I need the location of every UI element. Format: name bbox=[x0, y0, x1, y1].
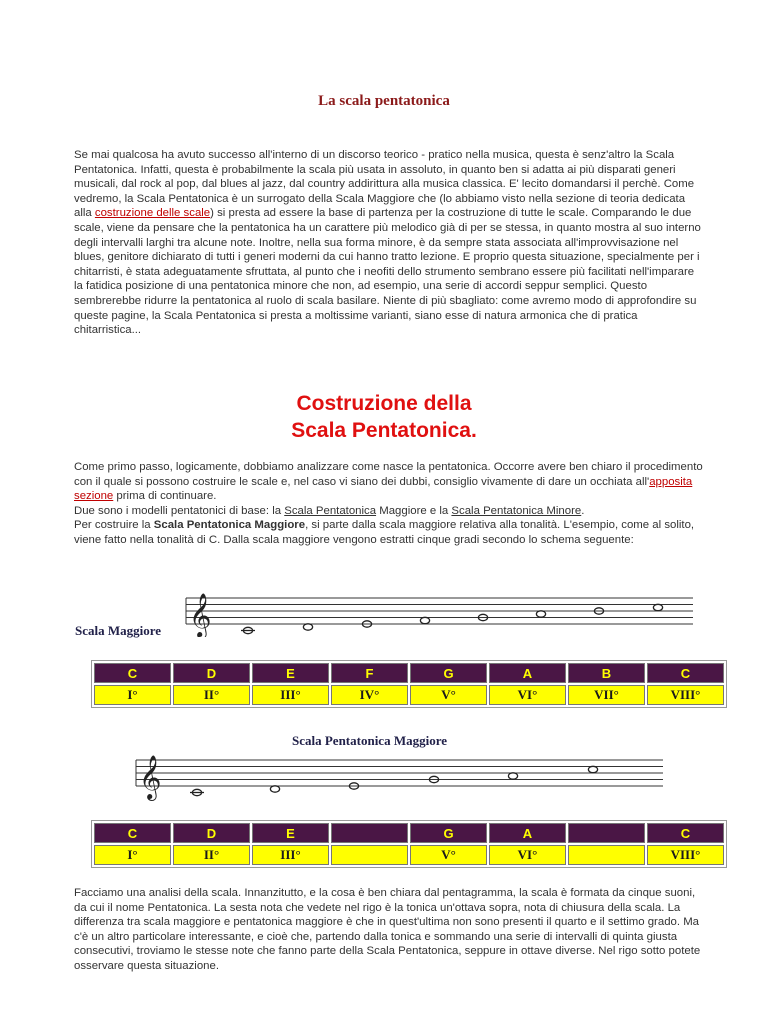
note-cell: G bbox=[410, 823, 487, 843]
pentatonic-scale-staff bbox=[130, 751, 670, 803]
degree-cell: I° bbox=[94, 845, 171, 865]
degree-cell: II° bbox=[173, 845, 250, 865]
note-cell: C bbox=[647, 823, 724, 843]
construction-p3 bbox=[74, 518, 704, 547]
degree-row bbox=[94, 845, 724, 865]
whole-note bbox=[653, 604, 662, 610]
major-scale-table bbox=[91, 660, 727, 708]
note-cell: B bbox=[568, 663, 645, 683]
note-cell: F bbox=[331, 663, 408, 683]
degree-cell: II° bbox=[173, 685, 250, 705]
link-costruzione-scale[interactable]: costruzione delle scale bbox=[94, 207, 211, 220]
degree-cell bbox=[331, 845, 408, 865]
link-scala-pentatonica[interactable]: Scala Pentatonica bbox=[284, 504, 377, 517]
construction-p1-text-a: Come primo passo, logicamente, dobbiamo analizzare come nasce la pentatonica. Occorre avere ben chiaro il procedimento con il quale si possono costruire le scale e, nel caso vi siano dei dubbi, consiglio vivamente di dare un occhiata all' bbox=[74, 461, 703, 488]
degree-cell: V° bbox=[410, 845, 487, 865]
note-row bbox=[94, 663, 724, 683]
construction-p3-text-b: , si parte dalla scala maggiore relativa alla tonalità. L'esempio, come al solito, viene fatto nella tonalità di C. Dalla scala maggiore vengono estratti cinque gradi secondo lo schema seguente: bbox=[74, 519, 695, 546]
section-heading bbox=[0, 390, 768, 444]
construction-p1-text-b: prima di continuare. bbox=[113, 490, 217, 503]
major-scale-staff bbox=[180, 585, 700, 637]
note-cell: E bbox=[252, 663, 329, 683]
whole-note bbox=[508, 773, 517, 779]
intro-paragraph bbox=[74, 148, 704, 338]
whole-note bbox=[270, 786, 279, 792]
page-title: La scala pentatonica bbox=[318, 93, 450, 109]
note-cell: D bbox=[173, 823, 250, 843]
note-cell: C bbox=[94, 823, 171, 843]
treble-clef-icon: 𝄞 bbox=[139, 755, 162, 799]
note-cell: D bbox=[173, 663, 250, 683]
note-cell: C bbox=[647, 663, 724, 683]
note-cell bbox=[568, 823, 645, 843]
degree-cell: III° bbox=[252, 685, 329, 705]
link-scala-pentatonica-minore[interactable]: Scala Pentatonica Minore bbox=[451, 504, 582, 517]
note-cell bbox=[331, 823, 408, 843]
degree-cell: VI° bbox=[489, 685, 566, 705]
degree-cell: III° bbox=[252, 845, 329, 865]
degree-cell: V° bbox=[410, 685, 487, 705]
construction-p2-text-a: Due sono i modelli pentatonici di base: la bbox=[74, 504, 285, 517]
intro-text-1: Se mai qualcosa ha avuto successo all'interno di un discorso teorico - pratico nella musica, questa è senz'altro la Scala Pentatonica. Infatti, questa è probabilmente la scala più usata in assoluto, in quanto ben si adatta ai più disparati generi musicali, dal rock al pop, dal blues al jazz, dal country addirittura alla musica classica. E' lecito domandarsi il perchè. Come vedremo, la Scala Pentatonica è un surrogato della Scala Maggiore che (lo abbiamo visto nella sezione di teoria dedicata alla bbox=[74, 149, 695, 220]
section-heading-line1: Costruzione della bbox=[296, 392, 472, 415]
whole-note bbox=[588, 766, 597, 772]
degree-cell bbox=[568, 845, 645, 865]
analysis-paragraph: Facciamo una analisi della scala. Innanzitutto, e la cosa è ben chiara dal pentagramma, la scala è formata da cinque suoni, da cui il nome Pentatonica. La sesta nota che vedete nel rigo è la tonica un'ottava sopra, nota di chiusura della scala. La differenza tra scala maggiore e pentatonica maggiore è che in quest'ultima non sono presenti il quarto e il settimo grado. Ma c'è un altro particolare interessante, e cioè che, partendo dalla tonica e sommando una serie di intervalli di quinta giusta consecutivi, troviamo le stesse note che fanno parte della Scala Pentatonica, seppure in ottave diverse. Nel rigo sotto potete osservare questa situazione. bbox=[74, 887, 701, 972]
construction-p2-text-c: . bbox=[581, 504, 585, 517]
note-cell: A bbox=[489, 663, 566, 683]
degree-cell: VIII° bbox=[647, 845, 724, 865]
note-cell: A bbox=[489, 823, 566, 843]
construction-p1 bbox=[74, 460, 704, 504]
whole-note bbox=[536, 611, 545, 617]
degree-row bbox=[94, 685, 724, 705]
note-cell: E bbox=[252, 823, 329, 843]
degree-cell: I° bbox=[94, 685, 171, 705]
construction-p3-text-a: Per costruire la bbox=[74, 519, 154, 532]
construction-paragraph bbox=[74, 460, 704, 548]
treble-clef-icon: 𝄞 bbox=[189, 593, 212, 637]
construction-p2-text-b: Maggiore e la bbox=[376, 504, 452, 517]
degree-cell: VIII° bbox=[647, 685, 724, 705]
major-scale-label: Scala Maggiore bbox=[75, 623, 162, 638]
link-apposita-sezione[interactable]: apposita sezione bbox=[74, 475, 693, 503]
intro-text-2: ) si presta ad essere la base di partenza per la costruzione di tutte le scale. Comparando le due scale, viene da pensare che la pentatonica ha un carattere più melodico già di per se stessa, in quanto mostra al suo interno degli intervalli larghi tra alcune note. Inoltre, nella sua forma minore, è da sempre stata associata all'improvvisazione nel blues, genitore dichiarato di tutti i generi moderni da cui hanno tratto lezione. E proprio questa situazione, specialmente per i chitarristi, è stata adeguatamente sfruttata, al punto che i neofiti dello strumento sembrano essere più facilitati nell'imparare la fatidica posizione di una pentatonica minore che non, ad esempio, una serie di accordi seppur semplici. Questo sembrerebbe ridurre la pentatonica al ruolo di scala basilare. Niente di più sbagliato: come avremo modo di approfondire su queste pagine, la Scala Pentatonica si presta a moltissime varianti, siano esse di natura armonica che di pratica chitarristica... bbox=[74, 207, 701, 337]
note-cell: C bbox=[94, 663, 171, 683]
degree-cell: IV° bbox=[331, 685, 408, 705]
degree-cell: VII° bbox=[568, 685, 645, 705]
construction-p3-bold: Scala Pentatonica Maggiore bbox=[153, 519, 306, 532]
pentatonic-scale-label: Scala Pentatonica Maggiore bbox=[292, 733, 448, 748]
degree-cell: VI° bbox=[489, 845, 566, 865]
construction-p2 bbox=[74, 504, 704, 519]
note-cell: G bbox=[410, 663, 487, 683]
section-heading-line2: Scala Pentatonica. bbox=[291, 419, 477, 442]
pentatonic-scale-table bbox=[91, 820, 727, 868]
whole-note bbox=[420, 617, 429, 623]
whole-note bbox=[303, 624, 312, 630]
note-row bbox=[94, 823, 724, 843]
